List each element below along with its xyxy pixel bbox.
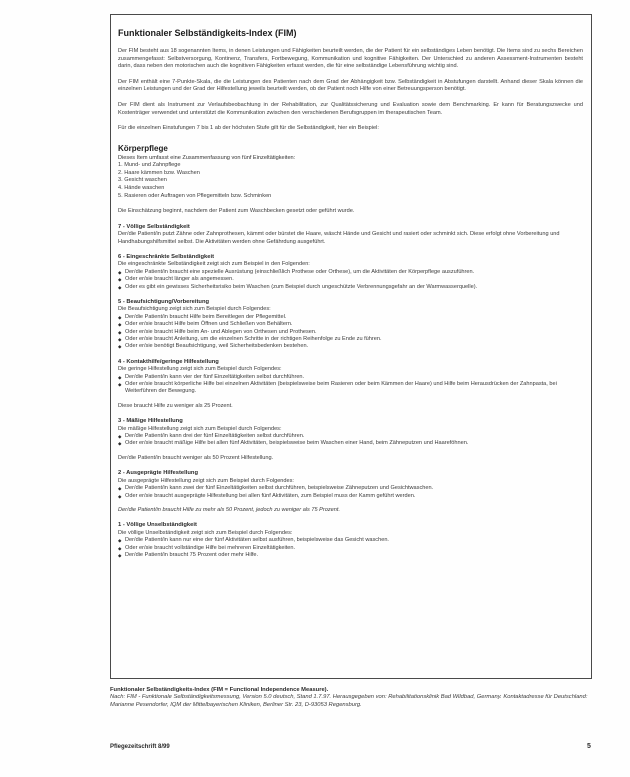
level-bullet: ◆ Der/die Patient/in braucht eine spezielle Ausrüstung (einschließlich Prothese oder Orthese), um die Aktivitäten der Körperpflege auszuführen. [118, 269, 583, 276]
footnote [110, 687, 592, 709]
level-bullet: ◆ Der/die Patient/in braucht Hilfe beim Bereitlegen der Pflegemittel. [118, 314, 583, 321]
level-section [118, 299, 583, 351]
level-bullet: ◆ Der/die Patient/in kann nur eine der fünf Aktivitäten selbst ausführen, beispielsweise das Gesicht waschen. [118, 537, 583, 544]
level-section [118, 224, 583, 246]
level-section [118, 522, 583, 559]
level-title: 5 - Beaufsichtigung/Vorbereitung [118, 298, 210, 305]
level-note: Diese braucht Hilfe zu weniger als 25 Prozent. [118, 402, 233, 409]
task-item: 3. Gesicht waschen [118, 177, 167, 184]
journal-name: Pflegezeitschrift 8/99 [110, 744, 170, 750]
level-section [118, 418, 583, 462]
section-lead: Dieses Item umfasst eine Zusammenfassung von fünf Einzeltätigkeiten: [118, 154, 296, 161]
level-intro: Die eingeschränkte Selbständigkeit zeigt sich zum Beispiel in den Folgenden: [118, 261, 310, 268]
level-list [118, 224, 583, 560]
level-bullets [118, 269, 583, 291]
level-title: 7 - Völlige Selbständigkeit [118, 223, 190, 230]
footnote-title: Funktionaler Selbständigkeits-Index (FIM = Functional Independence Measure). [110, 687, 329, 693]
intro-paragraph: Für die einzelnen Einstufungen 7 bis 1 ab der höchsten Stufe gilt für die Selbständigkeit, hier ein Beispiel: [118, 125, 379, 132]
footnote-reference: Nach: FIM - Funktionale Selbständigkeitsmessung, Version 5.0 deutsch, Stand 1.7.97. Herausgegeben von: Rehabilitationsklinik Bad Wildbad, Germany. Kontaktadresse für Deutschland: Marianne Pesendorfer, IQM der Mittelbayerischen Kliniken, Berliner Str. 23, D-93053 Regensburg. [110, 694, 588, 708]
level-bullets [118, 537, 583, 559]
tasks-note: Die Einschätzung beginnt, nachdem der Patient zum Waschbecken gesetzt oder geführt wurde. [118, 208, 355, 215]
level-bullet: ◆ Oder er/sie braucht Hilfe beim An- und Ablegen von Orthesen und Prothesen. [118, 329, 583, 336]
level-intro: Die mäßige Hilfestellung zeigt sich zum Beispiel durch Folgendes: [118, 425, 282, 432]
level-bullet: ◆ Oder er/sie braucht mäßige Hilfe bei allen fünf Aktivitäten, beispielsweise beim Waschen einer Hand, beim Zähneputzen und Haareföhnen. [118, 440, 583, 447]
level-intro: Die Beaufsichtigung zeigt sich zum Beispiel durch Folgendes: [118, 306, 271, 313]
intro-paragraph: Der FIM dient als Instrument zur Verlaufsbeobachtung in der Rehabilitation, zur Qualitätssicherung und Evaluation sowie dem Benchmarking. Er kann für Beratungszwecke und Kostenträger verwendet und unterstützt die Kommunikation zwischen den verschiedenen Berufsgruppen im therapeutischen Team. [118, 101, 583, 116]
task-item: 1. Mund- und Zahnpflege [118, 162, 181, 169]
level-bullet: ◆ Oder er/sie benötigt Beaufsichtigung, weil Sicherheitsbedenken bestehen. [118, 343, 583, 350]
task-list [118, 162, 583, 200]
article-title: Funktionaler Selbständigkeits-Index (FIM) [118, 28, 297, 38]
intro-paragraph: Der FIM besteht aus 18 sogenannten Items, in denen Leistungen und Fähigkeiten beurteilt werden, die der Patient für ein selbständiges Leben benötigt. Die Items sind zu sechs Bereichen zusammengefasst: Selbstversorgung, Kontinenz, Transfers, Fortbewegung, Kommunikation und kognitive Fähigkeiten. Der Unterschied zu anderen Assessment-Instrumenten besteht darin, dass neben den motorischen auch die kognitiven Fähigkeiten erfasst werden, die für eine selbständige Lebensführung wichtig sind. [118, 48, 583, 70]
level-note: Der/die Patient/in braucht Hilfe zu mehr als 50 Prozent, jedoch zu weniger als 75 Prozent. [118, 506, 341, 513]
section-heading: Körperpflege [118, 143, 168, 153]
level-section [118, 359, 583, 410]
level-bullet: ◆ Der/die Patient/in braucht 75 Prozent oder mehr Hilfe. [118, 552, 583, 559]
level-title: 6 - Eingeschränkte Selbständigkeit [118, 253, 214, 260]
page-number: 5 [587, 743, 591, 750]
level-title: 3 - Mäßige Hilfestellung [118, 418, 183, 425]
level-bullet: ◆ Oder er/sie braucht vollständige Hilfe bei mehreren Einzeltätigkeiten. [118, 545, 583, 552]
level-title: 1 - Völlige Unselbständigkeit [118, 522, 197, 529]
level-title: 4 - Kontakthilfe/geringe Hilfestellung [118, 358, 219, 365]
level-note: Der/die Patient/in braucht weniger als 50 Prozent Hilfestellung. [118, 454, 274, 461]
level-bullet: ◆ Der/die Patient/in kann zwei der fünf Einzeltätigkeiten selbst durchführen, beispielsweise Zähneputzen und Gesichtwaschen. [118, 485, 583, 492]
level-bullet: ◆ Oder er/sie braucht länger als angemessen. [118, 276, 583, 283]
intro-paragraph: Der FIM enthält eine 7-Punkte-Skala, die die Leistungen des Patienten nach dem Grad der Abhängigkeit bzw. Selbständigkeit in Abstufungen darstellt. Anhand dieser Skala können die einzelnen Leistungen und der Grad der Hilfestellung jeweils beurteilt werden, ob der Patient noch Hilfe von einer Betreuungsperson benötigt. [118, 78, 583, 93]
intro-paragraphs [118, 48, 583, 133]
level-bullets [118, 485, 583, 500]
level-bullet: ◆ Oder er/sie braucht körperliche Hilfe bei einzelnen Aktivitäten (beispielsweise beim Rasieren oder beim Kämmen der Haare) und Hilfe beim Herausdrücken der Zahnpasta, bei Weiterführen der Bewegung. [118, 381, 583, 396]
level-bullets [118, 433, 583, 448]
task-item: 2. Haare kämmen bzw. Waschen [118, 169, 200, 176]
level-section [118, 254, 583, 291]
task-item: 5. Rasieren oder Auftragen von Pflegemitteln bzw. Schminken [118, 192, 272, 199]
level-bullet: ◆ Der/die Patient/in kann vier der fünf Einzeltätigkeiten selbst durchführen. [118, 374, 583, 381]
level-bullets [118, 314, 583, 351]
level-bullet: ◆ Oder er/sie braucht ausgeprägte Hilfestellung bei allen fünf Aktivitäten, zum Beispiel muss der Kamm geführt werden. [118, 493, 583, 500]
task-item: 4. Hände waschen [118, 184, 165, 191]
article-box [110, 14, 592, 679]
level-bullet: ◆ Oder es gibt ein gewisses Sicherheitsrisiko beim Waschen (zum Beispiel durch ungeschützte Verbrennungsgefahr an der Warmwasserquelle). [118, 284, 583, 291]
level-intro: Die ausgeprägte Hilfestellung zeigt sich zum Beispiel durch Folgendes: [118, 477, 294, 484]
level-bullet: ◆ Der/die Patient/in kann drei der fünf Einzeltätigkeiten selbst durchführen. [118, 433, 583, 440]
level-intro: Die völlige Unselbständigkeit zeigt sich zum Beispiel durch Folgendes: [118, 529, 293, 536]
level-title: 2 - Ausgeprägte Hilfestellung [118, 470, 198, 477]
level-section [118, 470, 583, 514]
level-intro: Die geringe Hilfestellung zeigt sich zum Beispiel durch Folgendes: [118, 366, 282, 373]
level-intro: Der/die Patient/in putzt Zähne oder Zahnprothesen, kämmt oder bürstet die Haare, wäscht Hände und Gesicht und rasiert oder schminkt sich. Diese erfolgt ohne Vorbereitung und Handhabungshilfsmittel selbst. Die Aktivitäten werden ohne Gefährdung ausgeführt. [118, 231, 560, 245]
level-bullet: ◆ Oder er/sie braucht Hilfe beim Öffnen und Schließen von Behältern. [118, 321, 583, 328]
level-bullet: ◆ Oder er/sie braucht Anleitung, um die einzelnen Schritte in der richtigen Reihenfolge zu Ende zu führen. [118, 336, 583, 343]
level-bullets [118, 374, 583, 396]
